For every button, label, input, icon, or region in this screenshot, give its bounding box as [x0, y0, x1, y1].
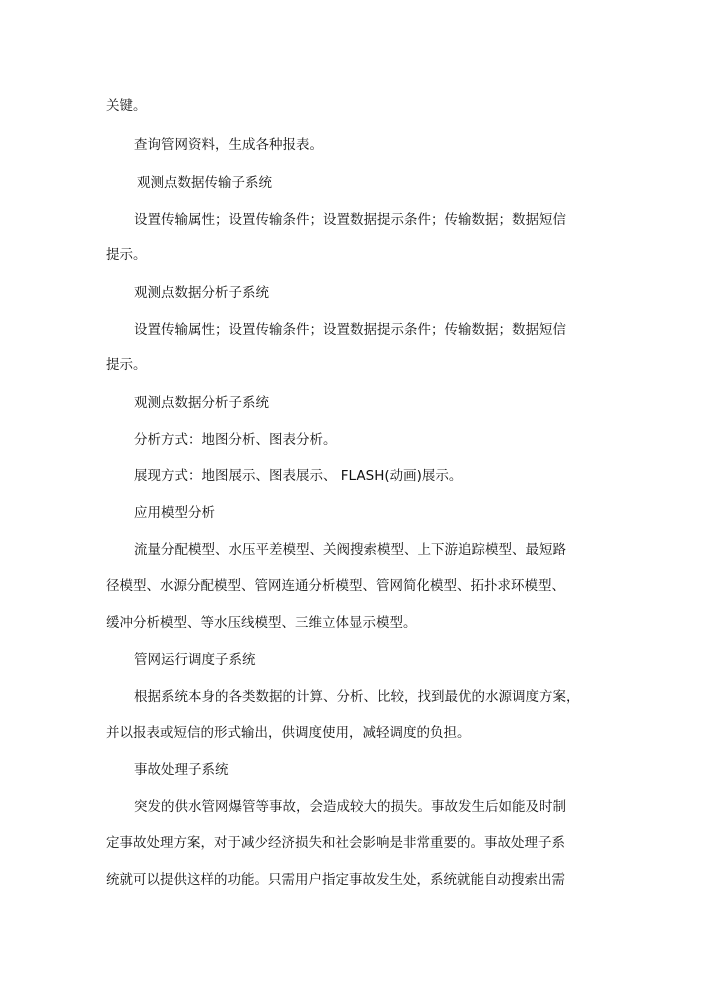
- text-line: 查询管网资料，生成各种报表。: [134, 137, 323, 153]
- text-line: 流量分配模型、水压平差模型、关阀搜索模型、上下游追踪模型、最短路: [134, 542, 566, 558]
- text-line: 统就可以提供这样的功能。只需用户指定事故发生处，系统就能自动搜索出需: [106, 872, 565, 888]
- text-line: 突发的供水管网爆管等事故，会造成较大的损失。事故发生后如能及时制: [134, 799, 566, 815]
- text-line: 提示。: [106, 357, 147, 373]
- text-line: 分析方式：地图分析、图表分析。: [134, 432, 337, 448]
- text-line: 提示。: [106, 247, 147, 263]
- text-line: 根据系统本身的各类数据的计算、分析、比较，找到最优的水源调度方案，: [134, 689, 580, 705]
- section-heading: 观测点数据分析子系统: [134, 395, 269, 411]
- section-heading: 观测点数据分析子系统: [134, 285, 269, 301]
- section-heading: 观测点数据传输子系统: [137, 175, 272, 191]
- section-heading: 事故处理子系统: [134, 762, 229, 778]
- section-heading: 管网运行调度子系统: [134, 652, 256, 668]
- text-line: 定事故处理方案，对于减少经济损失和社会影响是非常重要的。事故处理子系: [106, 835, 565, 851]
- text-line: 径模型、水源分配模型、管网连通分析模型、管网简化模型、拓扑求环模型、: [106, 578, 565, 594]
- text-line: 展现方式：地图展示、图表展示、 FLASH(动画)展示。: [134, 468, 463, 484]
- text-line: 关键。: [106, 98, 147, 114]
- text-line: 并以报表或短信的形式输出，供调度使用，减轻调度的负担。: [106, 725, 471, 741]
- text-line: 缓冲分析模型、等水压线模型、三维立体显示模型。: [106, 615, 417, 631]
- text-line: 设置传输属性；设置传输条件；设置数据提示条件；传输数据；数据短信: [134, 212, 566, 228]
- section-heading: 应用模型分析: [134, 505, 215, 521]
- text-line: 设置传输属性；设置传输条件；设置数据提示条件；传输数据；数据短信: [134, 322, 566, 338]
